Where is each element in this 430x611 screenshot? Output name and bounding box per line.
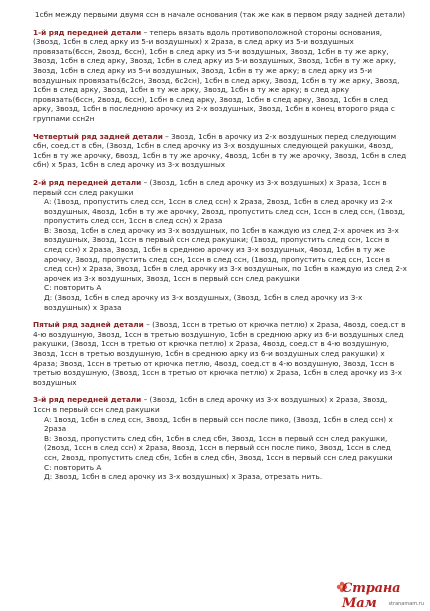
step-a: А: (1возд, пропустить след ссн, 1ссн в след ссн) х 2раза, 2возд, 1сбн в след арочку из 2-х воздушных, 4возд, 1сбн в ту же арочку, 2возд, пропустить след ссн, 1ссн в след ссн, (1возд, пропустить след ссн, 1ссн в след ссн) х 2раза xyxy=(44,197,406,226)
paragraph-back-row-5 xyxy=(33,320,407,387)
section-heading: Четвертый ряд задней детали xyxy=(33,131,163,141)
step-d: Д: 3возд, 1сбн в след арочку из 3-х воздушных) х 3раза, отрезать нить. xyxy=(44,472,323,482)
paragraph-front-row-3 xyxy=(33,395,407,414)
step-d: Д: (3возд, 1сбн в след арочку из 3-х воздушных, (3возд, 1сбн в след арочку из 3-х воздушных) х 3раза xyxy=(44,293,363,312)
step-b: В: 3возд, 1сбн в след арочку из 3-х воздушных, по 1сбн в каждую из след 2-х арочек из 3-х воздушных, 3возд, 1ссн в первый ссн след ракушки; (1возд, пропустить след ссн, 1ссн в след ссн) х 2раза, 3возд, 1сбн в среднюю арочку из 3-х воздушных, 4возд, 1сбн в ту же арочку, 3возд, пропустить след ссн, 1ссн в след ссн, (1возд, пропустить след ссн, 1ссн в след ссн) х 2раза, 3возд, 1сбн в след арочку из 3-х воздушных, по 1сбн в каждую из след 2-х арочек из 3-х воздушных, 3возд, 1ссн в первый ссн след ракушки xyxy=(44,225,407,283)
step-a: А: 1возд, 1сбн в след ссн, 3возд, 1сбн в первый ссн после пико, (3возд, 1сбн в след ссн) х 2раза xyxy=(44,414,393,434)
document-page xyxy=(33,10,407,482)
section-text: – (3возд, 1ссн в третью от крючка петлю) х 2раза, 4возд, соед.ст в 4-ю воздушную, 3возд, 1ссн в третью воздушную, 1сбн в среднюю арку из 6-и воздушных след ракушки, (3возд, 1ссн в третью от крючка петлю) х 2раза, 4возд, соед.ст в 4-ю воздушную, 3возд, 1ссн в третью воздушную, 1сбн в среднюю арку из 6-и воздушных след ракушки) х 4раза; 3возд, 1ссн в третью от крючка петлю, 4возд, соед.ст в 4-ю воздушную, 3возд, 1ссн в третью воздушную, (3возд, 1ссн в третью от крючка петлю) х 2раза, 1сбн в след арочку из 3-х воздушных xyxy=(33,320,406,387)
section-text: – (3возд, 1сбн в след арочку из 3-х воздушных) х 3раза, 1ссн в первый ссн след ракушки xyxy=(33,177,387,197)
section-heading: Пятый ряд задней детали xyxy=(33,320,144,330)
intro-paragraph: 1сбн между первыми двумя ссн в начале основания (так же как в первом ряду задней детали) xyxy=(34,10,406,19)
step-c: С: повторить А xyxy=(44,462,102,472)
section-text: – теперь вязать вдоль противоположной стороны основания, (3возд, 1сбн в след арку из 5-и воздушных) х 2раза, в след арку из 5-и воздушных провязать(6ссн, 2возд, 6ссн), 1сбн в след арку из 5-и воздушных, 3возд, 1сбн в ту же арку, 3возд, 1сбн в след арку, 3возд, 1сбн в след арку из 5-и воздушных, 3возд, 1сбн в ту же арку, 3возд, 1сбн в след арку из 5-и воздушных, 3возд, 1сбн в ту же арку; в след арку из 5-и воздушных провязать(6с2сн, 3возд, 6с2сн), 1сбн в след арку, 3возд, 1сбн в ту же арку, 3возд, 1сбн в след арку, 3возд, 1сбн в ту же арку, 3возд, 1сбн в ту же арку; в след арку провязать(6ссн, 2возд, 6ссн), 1сбн в след арку, 3возд, 1сбн в след арку, 3возд, 1сбн в след арку, 3возд, 1сбн в последнюю арочку из 2-х воздушных, 3возд, 1сбн в конец второго ряда с группами ссн2н xyxy=(33,27,400,123)
watermark-subtitle: stranamam.ru xyxy=(388,601,424,607)
section-heading: 3-й ряд передней детали xyxy=(33,395,142,405)
step-c: С: повторить А xyxy=(44,283,102,293)
section-text: – 3возд, 1сбн в арочку из 2-х воздушных перед следующим сбн, соед.ст в сбн, (3возд, 1сбн в след арочку из 3-х воздушных следующей ракушки, 4возд, 1сбн в ту же арочку, 6возд, 1сбн в ту же арочку, 4возд, 1сбн в ту же арочку, 3возд, 1сбн в след сбн) х 5раз, 1сбн в след арочку из 3-х воздушных xyxy=(33,131,407,170)
section-heading: 2-й ряд передней детали xyxy=(33,177,142,187)
step-b: В: 3возд, пропустить след сбн, 1сбн в след сбн, 3возд, 1ссн в первый ссн след ракушки, (2возд, 1ссн в след ссн) х 2раза, 8возд, 1ссн в первый ссн после пико, 3возд, 1ссн в след ссн, 2возд, пропустить след сбн, 1сбн в след сбн, 3возд, 1ссн в первый ссн след ракушки xyxy=(44,433,393,462)
paragraph-back-row-4 xyxy=(33,132,407,170)
paragraph-front-row-1 xyxy=(33,28,407,124)
section-heading: 1-й ряд передней детали xyxy=(33,27,142,37)
paragraph-front-row-2 xyxy=(33,178,407,197)
watermark-logo xyxy=(342,581,426,611)
watermark-title: Страна Мам xyxy=(342,581,401,611)
section-text: – (3возд, 1сбн в след арочку из 3-х воздушных) х 2раза, 3возд, 1ссн в первый ссн след ракушки xyxy=(33,395,388,414)
